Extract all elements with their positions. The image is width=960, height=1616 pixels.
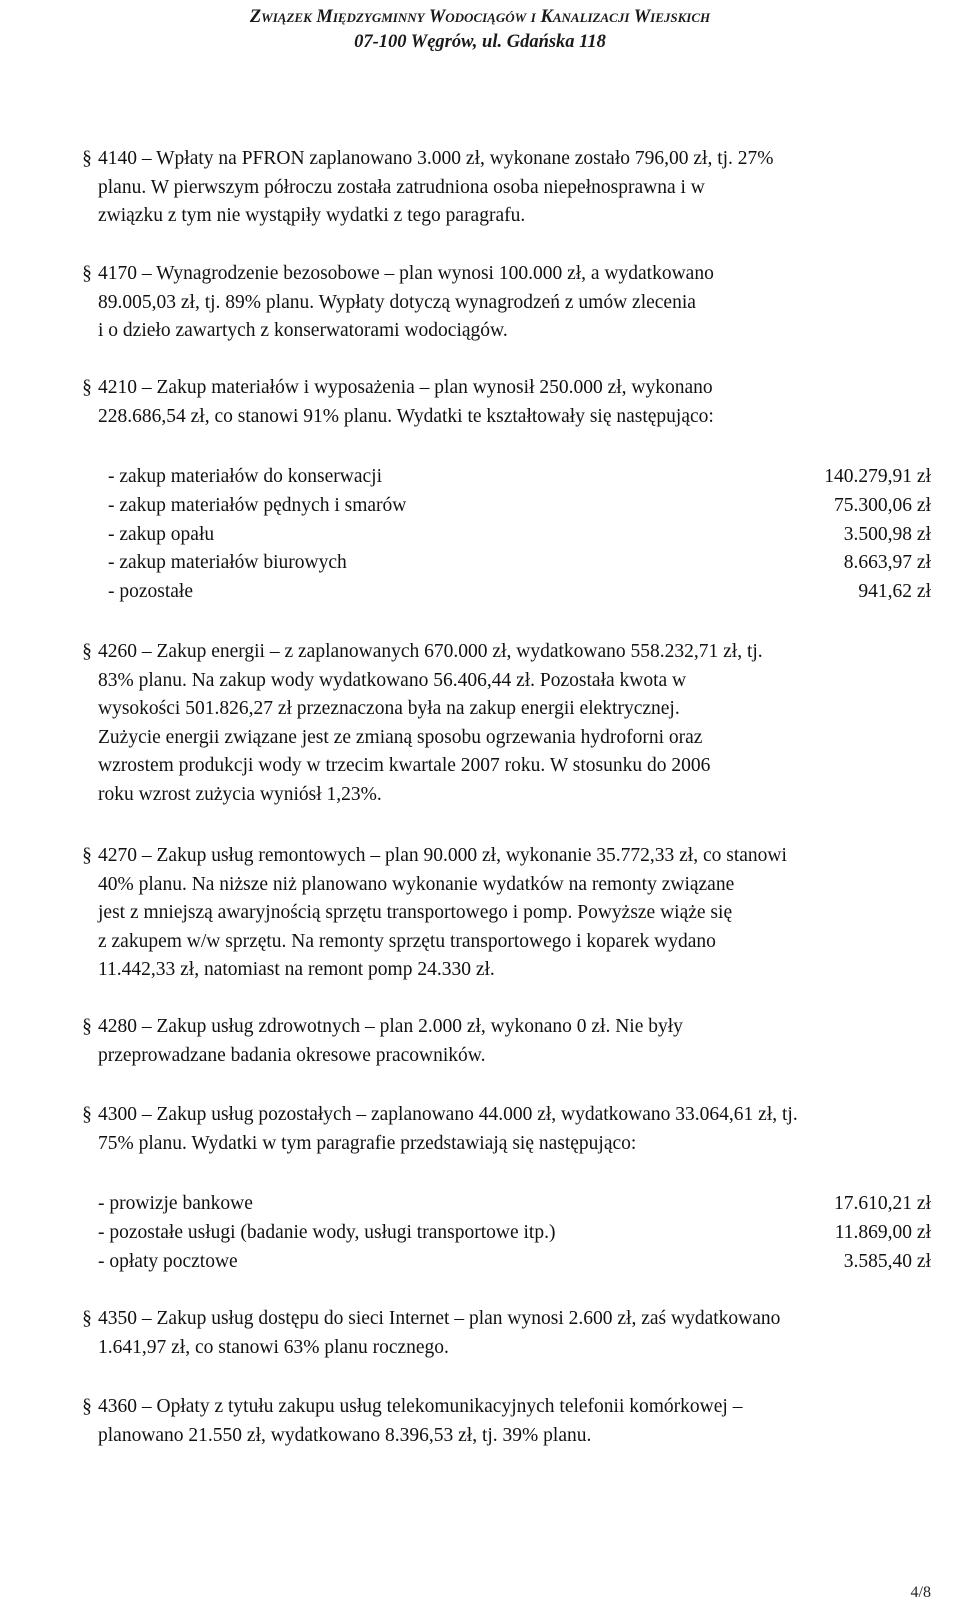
list-item — [0, 1219, 960, 1248]
text-line: 40% planu. Na niższe niż planowano wykonanie wydatków na remonty związane — [98, 873, 735, 895]
document-header — [0, 4, 960, 54]
text-line: przeprowadzane badania okresowe pracowników. — [98, 1044, 486, 1066]
text-line: planu. W pierwszym półroczu została zatrudniona osoba niepełnosprawna i w — [98, 176, 705, 198]
text-line: 4140 – Wpłaty na PFRON zaplanowano 3.000 zł, wykonane zostało 796,00 zł, tj. 27% — [98, 148, 774, 169]
header-address: 07-100 Węgrów, ul. Gdańska 118 — [354, 32, 606, 52]
item-amount: 17.610,21 zł — [834, 1193, 931, 1214]
text-line: 89.005,03 zł, tj. 89% planu. Wypłaty dotyczą wynagrodzeń z umów zlecenia — [98, 291, 696, 313]
item-amount: 3.500,98 zł — [843, 523, 931, 545]
item-label: - zakup materiałów pędnych i smarów — [108, 494, 407, 516]
list-item — [0, 492, 960, 521]
item-amount: 75.300,06 zł — [834, 494, 931, 516]
item-amount: 11.869,00 zł — [834, 1221, 931, 1243]
text-line: 4360 – Opłaty z tytułu zakupu usług telekomunikacyjnych telefonii komórkowej – — [98, 1396, 743, 1417]
text-line: jest z mniejszą awaryjnością sprzętu transportowego i pomp. Powyższe wiąże się — [98, 902, 733, 924]
section-text — [98, 638, 936, 810]
text-line: Zużycie energii związane jest ze zmianą sposobu ogrzewania hydroforni oraz — [98, 726, 703, 748]
text-line: 4300 – Zakup usług pozostałych – zaplanowano 44.000 zł, wydatkowano 33.064,61 zł, tj. — [98, 1104, 798, 1125]
section-symbol: § — [82, 263, 92, 284]
text-line: 4270 – Zakup usług remontowych – plan 90.000 zł, wykonanie 35.772,33 zł, co stanowi — [98, 845, 787, 866]
text-line: 4170 – Wynagrodzenie bezosobowe – plan wynosi 100.000 zł, a wydatkowano — [98, 263, 714, 284]
text-line: planowano 21.550 zł, wydatkowano 8.396,53 zł, tj. 39% planu. — [98, 1424, 592, 1446]
section-text — [98, 260, 936, 346]
item-label: - pozostałe — [108, 581, 194, 603]
item-amount: 3.585,40 zł — [843, 1250, 931, 1272]
section-text — [98, 1101, 936, 1158]
item-label: - opłaty pocztowe — [98, 1250, 238, 1272]
section-text — [98, 145, 936, 231]
section-symbol: § — [82, 845, 92, 866]
section-text — [98, 842, 936, 985]
section-text — [98, 1013, 936, 1070]
item-amount: 8.663,97 zł — [843, 552, 931, 574]
section-symbol: § — [82, 148, 92, 169]
text-line: roku wzrost zużycia wyniósł 1,23%. — [98, 783, 382, 805]
list-item — [0, 1248, 960, 1277]
section-text — [98, 1305, 936, 1362]
list-item — [0, 1190, 960, 1219]
text-line: 4280 – Zakup usług zdrowotnych – plan 2.000 zł, wykonano 0 zł. Nie były — [98, 1016, 683, 1037]
item-label: - prowizje bankowe — [98, 1193, 253, 1214]
text-line: 1.641,97 zł, co stanowi 63% planu rocznego. — [98, 1336, 449, 1358]
list-item — [0, 578, 960, 607]
text-line: 83% planu. Na zakup wody wydatkowano 56.406,44 zł. Pozostała kwota w — [98, 669, 687, 691]
section-symbol: § — [82, 641, 92, 662]
section-symbol: § — [82, 377, 92, 398]
text-line: wysokości 501.826,27 zł przeznaczona była na zakup energii elektrycznej. — [98, 698, 680, 720]
text-line: 11.442,33 zł, natomiast na remont pomp 24.330 zł. — [98, 959, 495, 981]
text-line: z zakupem w/w sprzętu. Na remonty sprzętu transportowego i koparek wydano — [98, 930, 716, 952]
text-line: 4350 – Zakup usług dostępu do sieci Internet – plan wynosi 2.600 zł, zaś wydatkowano — [98, 1308, 781, 1329]
section-symbol: § — [82, 1016, 92, 1037]
list-item — [0, 463, 960, 492]
section-symbol: § — [82, 1396, 92, 1417]
list-item — [0, 549, 960, 578]
page-number: 4/8 — [910, 1584, 931, 1601]
text-line: 75% planu. Wydatki w tym paragrafie przedstawiają się następująco: — [98, 1132, 637, 1154]
text-line: 4210 – Zakup materiałów i wyposażenia – plan wynosił 250.000 zł, wykonano — [98, 377, 713, 398]
item-label: - zakup materiałów do konserwacji — [108, 466, 382, 487]
section-text — [98, 374, 936, 431]
text-line: 4260 – Zakup energii – z zaplanowanych 670.000 zł, wydatkowano 558.232,71 zł, tj. — [98, 641, 763, 662]
text-line: 228.686,54 zł, co stanowi 91% planu. Wydatki te kształtowały się następująco: — [98, 405, 714, 427]
expense-list-4210 — [0, 463, 960, 607]
header-organization-name: Związek Międzygminny Wodociągów i Kanalizacji Wiejskich — [249, 7, 711, 27]
section-text — [98, 1393, 936, 1450]
item-amount: 140.279,91 zł — [824, 466, 931, 487]
expense-list-4300 — [0, 1190, 960, 1276]
text-line: związku z tym nie wystąpiły wydatki z tego paragrafu. — [98, 205, 526, 227]
item-label: - zakup materiałów biurowych — [108, 552, 347, 574]
section-symbol: § — [82, 1104, 92, 1125]
section-symbol: § — [82, 1308, 92, 1329]
list-item — [0, 521, 960, 550]
item-label: - zakup opału — [108, 523, 215, 545]
text-line: wzrostem produkcji wody w trzecim kwartale 2007 roku. W stosunku do 2006 — [98, 755, 711, 777]
item-amount: 941,62 zł — [858, 581, 931, 603]
text-line: i o dzieło zawartych z konserwatorami wodociągów. — [98, 320, 508, 342]
item-label: - pozostałe usługi (badanie wody, usługi transportowe itp.) — [98, 1221, 556, 1243]
